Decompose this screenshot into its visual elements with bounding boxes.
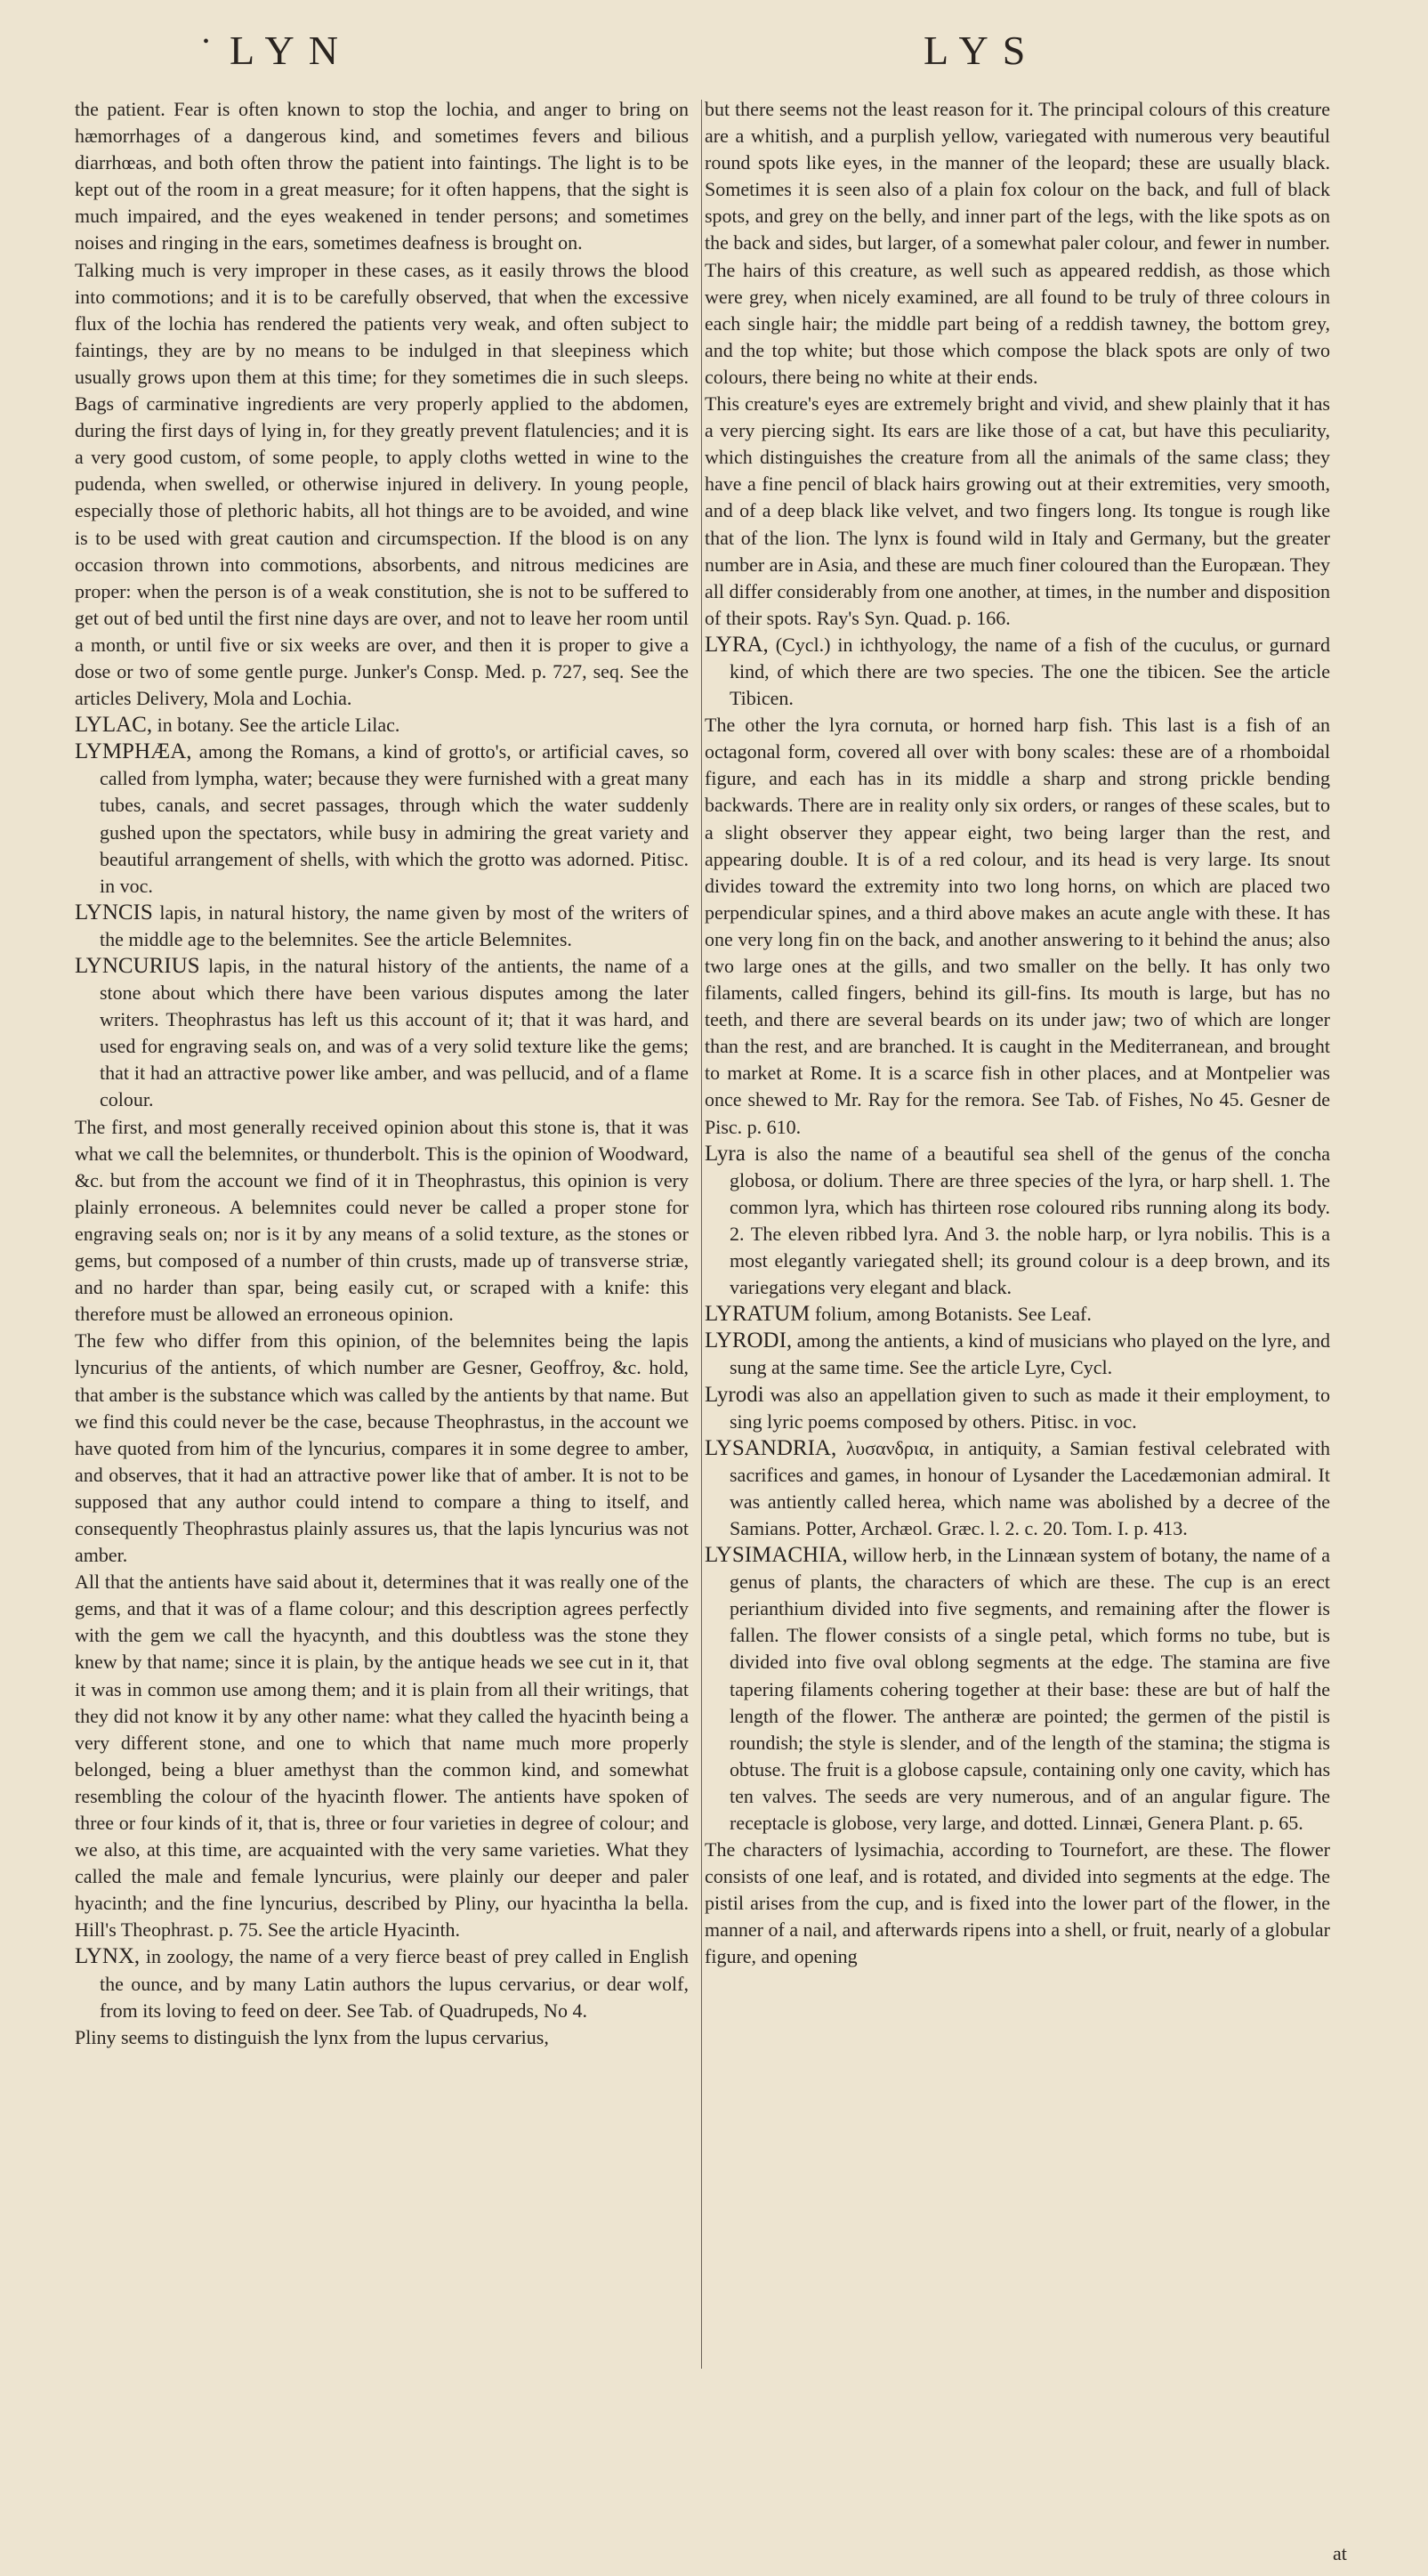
entry-text: lapis, in natural history, the name given by most of the writers of the middle age to the belemnites. See the article Belemnites. [100, 900, 689, 950]
entry-text: The other the lyra cornuta, or horned harp fish. This last is a fish of an octagonal form, covered all over with bony scales: these are of a rhomboidal figure, and each has in its middle a sharp and strong prickle bending backwards. There are in reality only six orders, or ranges of these scales, but to a slight observer they appear eight, two being larger than the rest, and appearing double. It is of a red colour, and its head is very large. Its snout divides toward the extremity into two long horns, on which are placed two perpendicular spines, and a third above makes an acute angle with these. It has one very long fin on the back, and another answering to it behind the anus; also two large ones at the gills, and two smaller on the belly. It has only two filaments, called fingers, behind its gill-fins. Its mouth is large, but has no teeth, and there are several beards on its under jaw; two of which are longer than the rest, and are branched. It is caught in the Mediterranean, and brought to market at Rome. It is a scarce fish in other places, and at Montpelier was once shewed to Mr. Ray for the remora. See Tab. of Fishes, No 45. Gesner de Pisc. p. 610. [705, 714, 1330, 1138]
entry-text: The first, and most generally received opinion about this stone is, that it was what we call the belemnites, or thunderbolt. This is the opinion of Woodward, &c. but from the account we find of it in Theophrastus, this opinion is very plainly erroneous. A belemnites could never be called a proper stone for engraving seals on; nor is it by any means of a solid texture, as the stones or gems, but composed of a number of thin crusts, made up of transverse striæ, and no harder than spar, being easily cut, or scraped with a knife: this therefore must be allowed an erroneous opinion. [75, 1115, 689, 1326]
dictionary-entry [75, 712, 689, 739]
entry-text: Pliny seems to distinguish the lynx from the lupus cervarius, [75, 2025, 549, 2048]
entry-headword: LYRA, [705, 632, 769, 657]
paragraph [75, 257, 689, 713]
entry-text: in botany. See the article Lilac. [152, 714, 400, 737]
entry-headword: LYSANDRIA, [705, 1435, 837, 1460]
paragraph [705, 1837, 1330, 1970]
paragraph [75, 96, 689, 257]
entry-text: lapis, in the natural history of the antients, the name of a stone about which there have been various disputes among the later writers. Theophrastus has left us this account of it; that it was hard, and used for engraving seals on, and was of a very solid texture like the gems; that it had an attractive power like amber, and was pellucid, and of a flame colour. [100, 955, 689, 1111]
left-column [75, 96, 689, 2568]
entry-text: The hairs of this creature, as well such as appeared reddish, as those which were grey, when nicely examined, are all found to be truly of three colours in each single hair; the middle part being of a reddish tawney, the bottom grey, and the top white; but those which compose the black spots are only of two colours, there being no white at their ends. [705, 258, 1330, 388]
paragraph [75, 2024, 689, 2051]
entry-text: is also the name of a beautiful sea shell of the genus of the concha globosa, or dolium. There are three species of the lyra, or harp shell. 1. The common lyra, which has thirteen rose coloured ribs running along its body. 2. The eleven ribbed lyra. And 3. the noble harp, or lyra nobilis. This is a most elegantly variegated shell; its ground colour is a deep brown, and its variegations very elegant and black. [730, 1142, 1330, 1299]
entry-headword: LYSIMACHIA, [705, 1543, 848, 1568]
entry-headword: LYLAC, [75, 713, 153, 738]
paragraph [75, 1114, 689, 1328]
entry-text: willow herb, in the Linnæan system of botany, the name of a genus of plants, the characters of which are these. The cup is an erect perianthium divided into five segments, and remaining after the flower is fallen. The flower consists of a single petal, which forms no tube, but is divided into five oval oblong segments at the edge. The stamina are five tapering filaments cohering together at their base: these are but of half the length of the flower. The antheræ are pointed; the germen of the pistil is roundish; the style is slender, and of the length of the stamina; the stigma is obtuse. The fruit is a globose capsule, containing only one cavity, which has ten valves. The seeds are very numerous, and of an angular figure. The receptacle is globose, very large, and dotted. Linnæi, Genera Plant. p. 65. [730, 1544, 1330, 1834]
entry-text: in zoology, the name of a very fierce beast of prey called in English the ounce, and by many Latin authors the lupus cervarius, or dear wolf, from its loving to feed on deer. See Tab. of Quadrupeds, No 4. [100, 1945, 689, 2022]
entry-headword: LYNX, [75, 1944, 141, 1969]
paragraph [75, 1328, 689, 1569]
entry-headword: Lyrodi [705, 1382, 764, 1407]
paragraph [705, 712, 1330, 1141]
entry-text: λυσανδρια, in antiquity, a Samian festival celebrated with sacrifices and games, in honour of Lysander the Lacedæmonian admiral. It was antiently called herea, which name was abolished by a decree of the Samians. Potter, Archæol. Græc. l. 2. c. 20. Tom. I. p. 413. [730, 1436, 1330, 1539]
entry-headword: LYRODI, [705, 1328, 793, 1353]
dictionary-entry [705, 632, 1330, 712]
entry-text: The characters of lysimachia, according to Tournefort, are these. The flower consists of one leaf, and is rotated, and divided into segments at the edge. The pistil arises from the cup, and is fixed into the lower part of the flower, in the manner of a nail, and afterwards ripens into a shell, or fruit, nearly of a globular figure, and opening [705, 1838, 1330, 1968]
dictionary-entry [75, 739, 689, 900]
dictionary-entry [705, 1301, 1330, 1328]
entry-headword: LYNCIS [75, 900, 153, 925]
entry-text: but there seems not the least reason for it. The principal colours of this creature are a whitish, and a purplish yellow, variegated with numerous very beautiful round spots like eyes, in the manner of the leopard; these are usually black. Sometimes it is seen also of a plain fox colour on the back, and full of black spots, and grey on the belly, and inner part of the legs, with the like spots as on the back and sides, but larger, of a somewhat paler colour, and fewer in number. [705, 98, 1330, 254]
paragraph [705, 391, 1330, 632]
dictionary-entry [705, 1328, 1330, 1381]
entry-headword: LYRATUM [705, 1302, 811, 1327]
right-column [705, 96, 1330, 2568]
dictionary-entry [75, 900, 689, 953]
entry-text: Talking much is very improper in these cases, as it easily throws the blood into commotions; and it is to be carefully observed, that when the excessive flux of the lochia has rendered the patients very weak, and often subject to faintings, they are by no means to be indulged in that sleepiness which usually grows upon them at this time; for they sometimes die in such sleeps. Bags of carminative ingredients are very properly applied to the abdomen, during the first days of lying in, for they greatly prevent flatulencies; and it is a very good custom, of some people, to apply cloths wetted in wine to the pudenda, when swelled, or otherwise injured in delivery. In young people, especially those of plethoric habits, all hot things are to be avoided, and wine is to be used with great caution and circumspection. If the blood is on any occasion thrown into commotions, absorbents, and nitrous medicines are proper: when the person is of a weak constitution, she is not to be suffered to get out of bed until the first nine days are over, and not to leave her room until a month, or until five or six weeks are over, and then it is proper to give a dose or two of some gentle purge. Junker's Consp. Med. p. 727, seq. See the articles Delivery, Mola and Lochia. [75, 258, 689, 710]
paragraph [75, 1569, 689, 1943]
entry-text: folium, among Botanists. See Leaf. [810, 1303, 1092, 1326]
entry-text: The few who differ from this opinion, of the belemnites being the lapis lyncurius of the antients, of which number are Gesner, Geoffroy, &c. hold, that amber is the substance which was called by the antients by that name. But we find this could never be the case, because Theophrastus, in the account we have quoted from him of the lyncurius, compares it in some degree to amber, and observes, that it had an attractive power like that of amber. It is not to be supposed that any author could intend to compare a thing to itself, and consequently Theophrastus plainly assures us, that the lapis lyncurius was not amber. [75, 1329, 689, 1567]
left-running-head: LYN [230, 28, 352, 73]
entry-headword: LYMPHÆA, [75, 739, 192, 764]
header-mark: • [203, 32, 210, 52]
paragraph [705, 96, 1330, 257]
entry-text: This creature's eyes are extremely bright and vivid, and shew plainly that it has a very piercing sight. Its ears are like those of a cat, but have this peculiarity, which distinguishes the creature from all the animals of the same class; they have a fine pencil of black hairs growing out at their extremities, very smooth, and of a deep black like velvet, and two fingers long. Its tongue is rough like that of the lion. The lynx is found wild in Italy and Germany, but the greater number are in Asia, and these are much finer coloured than the Europæan. They all differ considerably from one another, at times, in the number and disposition of their spots. Ray's Syn. Quad. p. 166. [705, 392, 1330, 629]
column-divider [701, 100, 702, 2369]
entry-text: was also an appellation given to such as made it their employment, to sing lyric poems composed by others. Pitisc. in voc. [730, 1383, 1330, 1433]
dictionary-entry [705, 1382, 1330, 1435]
paragraph [705, 257, 1330, 391]
entry-headword: LYNCURIUS [75, 954, 200, 978]
entry-text: among the antients, a kind of musicians who played on the lyre, and sung at the same time. See the article Lyre, Cycl. [730, 1329, 1330, 1379]
entry-text: the patient. Fear is often known to stop the lochia, and anger to bring on hæmorrhages of a dangerous kind, and sometimes fevers and bilious diarrhœas, and both often throw the patient into faintings. The light is to be kept out of the room in a great measure; for it often happens, that the sight is much impaired, and the eyes weakened in tender persons; and sometimes noises and ringing in the ears, sometimes deafness is brought on. [75, 98, 689, 254]
entry-text: All that the antients have said about it, determines that it was really one of the gems, and that it was of a flame colour; and this description agrees perfectly with the gem we call the hyacynth, and this doubtless was the stone they knew by that name; since it is plain, by the antique heads we see cut in it, that it was in common use among them; and it is plain from all their writings, that they did not know it by any other name: what they called the hyacinth being a very different stone, and one to which that name much more properly belonged, being a bluer amethyst than the common kind, and somewhat resembling the colour of the hyacinth flower. The antients have spoken of three or four kinds of it, that is, three or four varieties in degree of colour; and we also, at this time, are acquainted with the very same varieties. What they called the male and female lyncurius, were plainly our deeper and paler hyacinth; and the fine lyncurius, described by Pliny, our hyacintha la bella. Hill's Theophrast. p. 75. See the article Hyacinth. [75, 1571, 689, 1942]
dictionary-entry [75, 953, 689, 1114]
catchword: at [1333, 2542, 1347, 2564]
entry-text: among the Romans, a kind of grotto's, or artificial caves, so called from lympha, water; because they were furnished with a great many tubes, canals, and secret passages, through which the water suddenly gushed upon the spectators, while busy in admiring the great variety and beautiful arrangement of shells, with which the grotto was adorned. Pitisc. in voc. [100, 740, 689, 897]
dictionary-entry [705, 1435, 1330, 1542]
right-running-head: LYS [924, 28, 1040, 73]
dictionary-entry [75, 1943, 689, 2023]
running-header [0, 27, 1428, 77]
dictionary-entry [705, 1542, 1330, 1837]
entry-text: (Cycl.) in ichthyology, the name of a fish of the cuculus, or gurnard kind, of which there are two species. The one the tibicen. See the article Tibicen. [730, 633, 1330, 710]
dictionary-entry [705, 1141, 1330, 1302]
entry-headword: Lyra [705, 1141, 746, 1166]
